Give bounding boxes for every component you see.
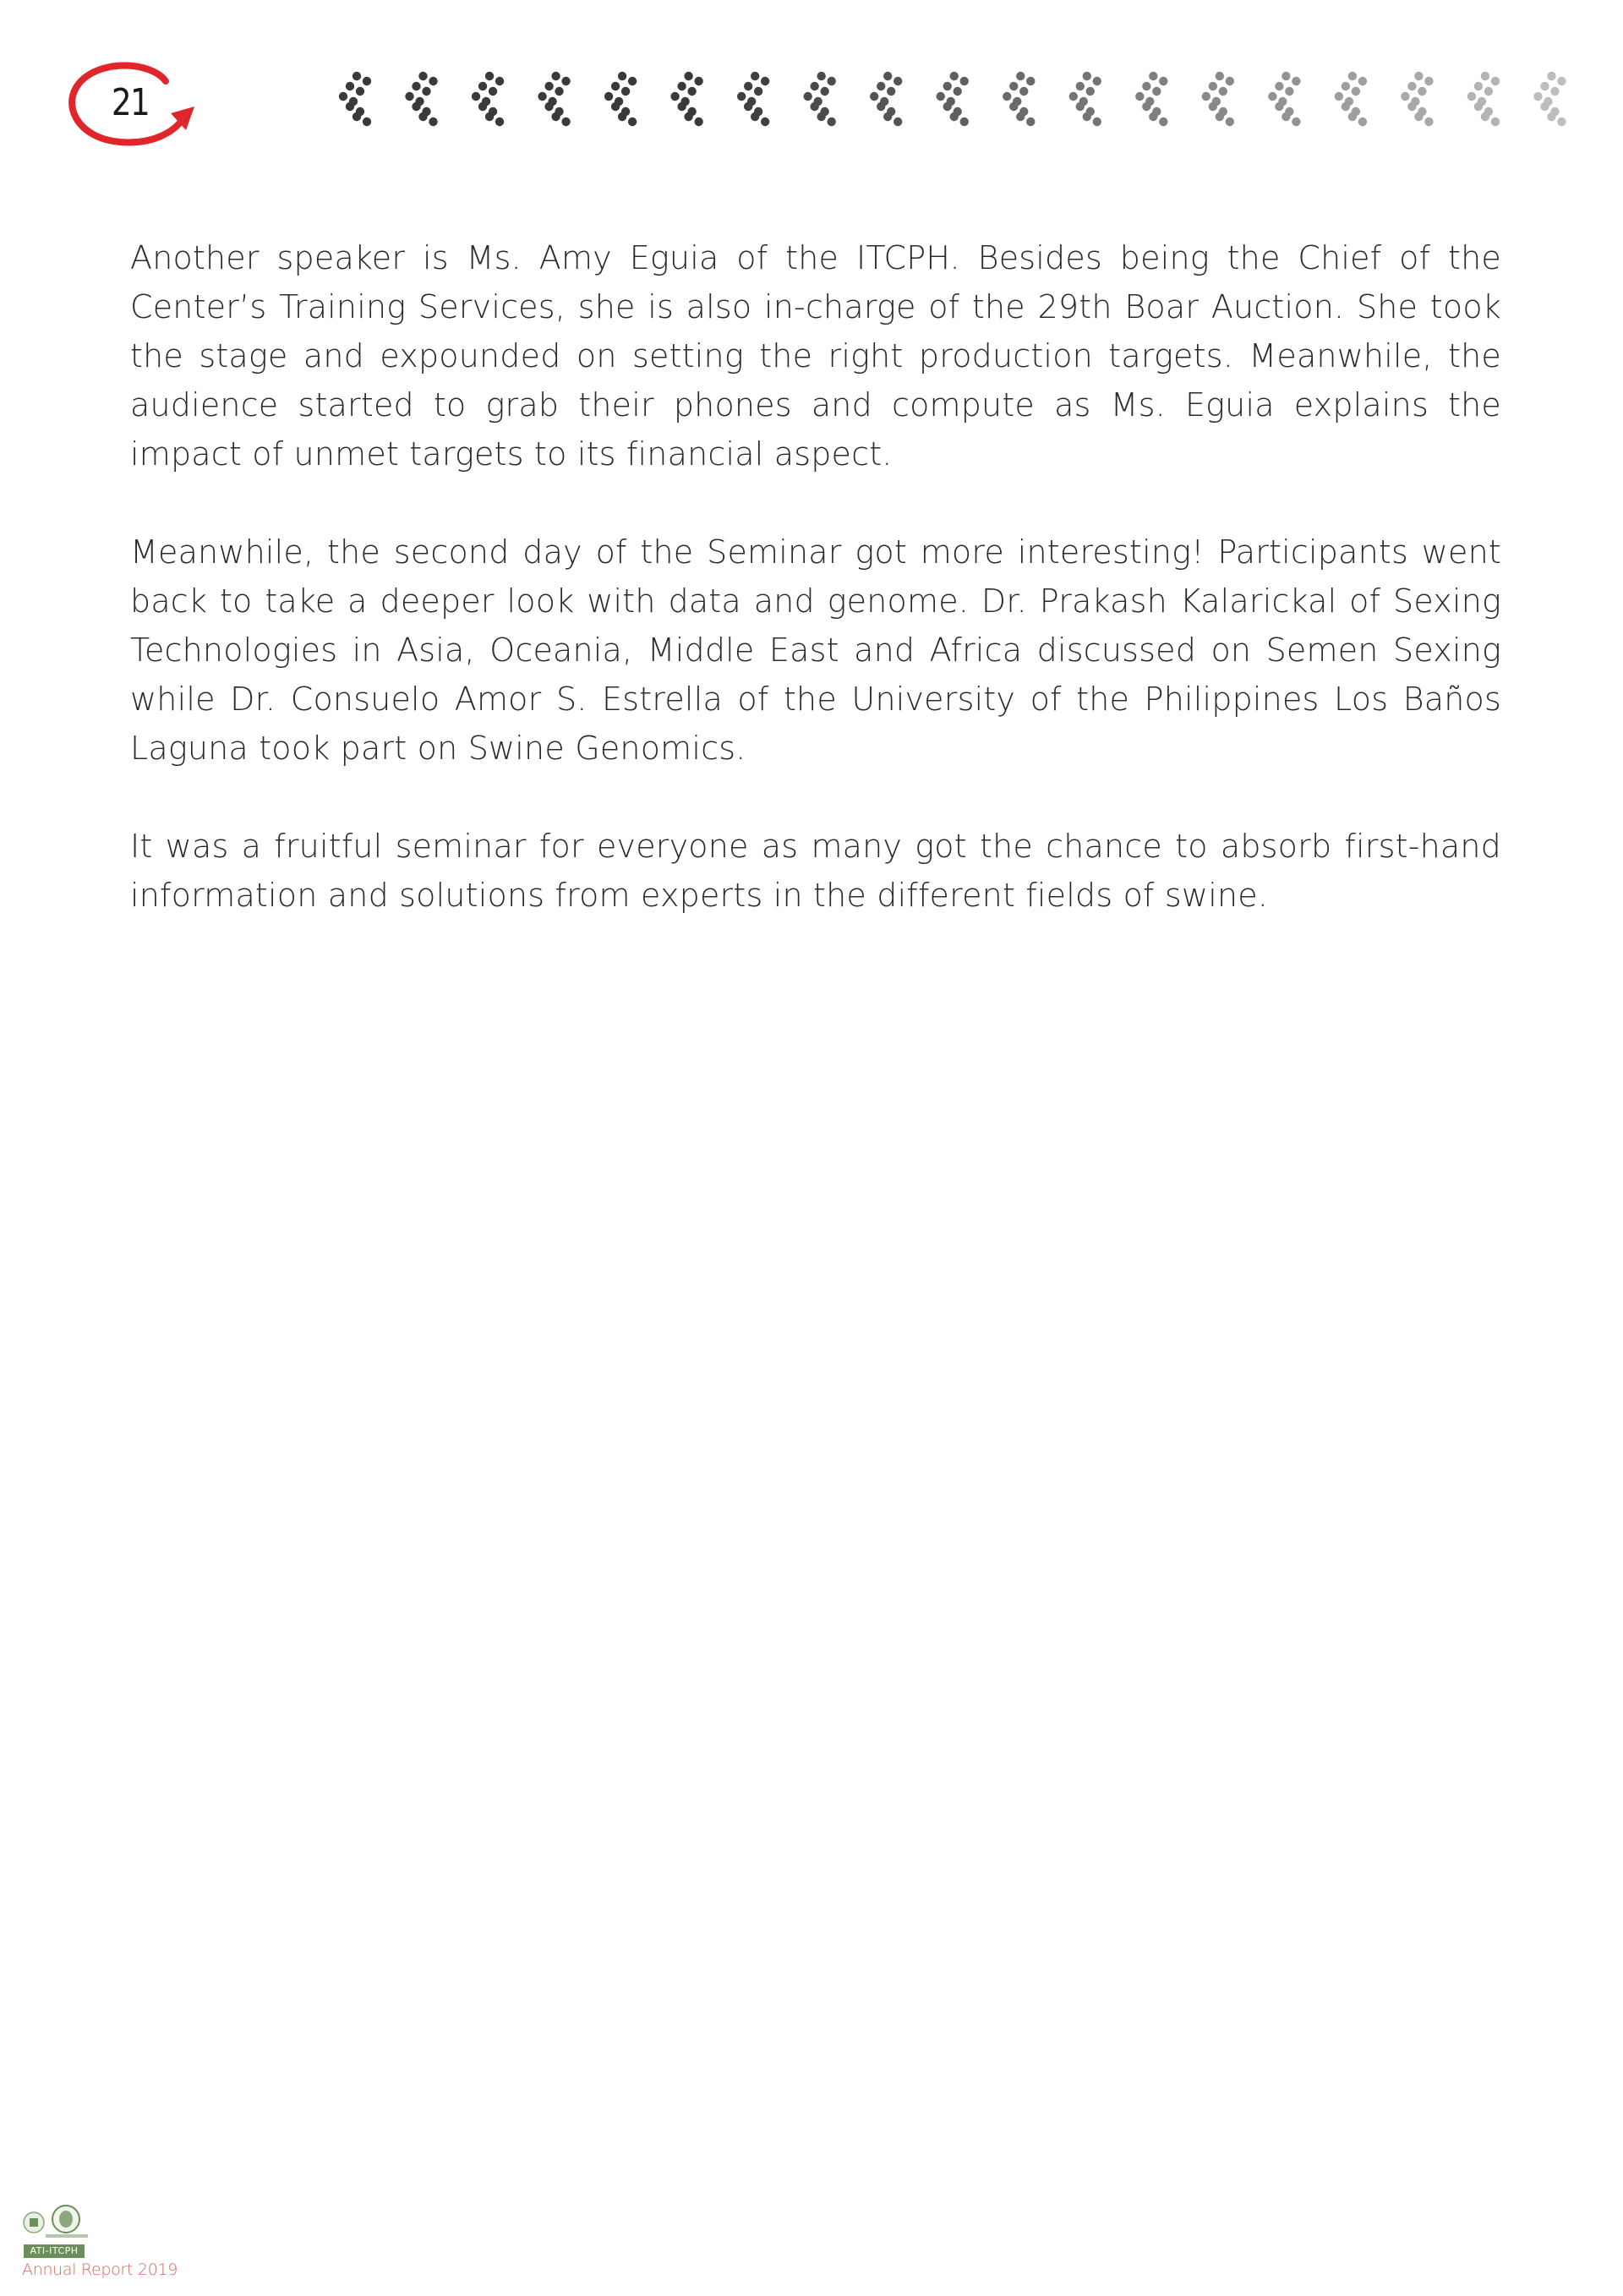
chevron-icon [1467, 72, 1500, 126]
paragraph-second-day: Meanwhile, the second day of the Seminar got more interesting! Participants went back to take a deeper look with data and genome. Dr. Prakash Kalarickal of Sexing Technologies in Asia, Oceania, Middle East and Africa discussed on Semen Sexing while Dr. Consuelo Amor S. Estrella of the University of the Philippines Los Baños Laguna took part on Swine Genomics. [130, 533, 1501, 767]
chevron-icon [670, 72, 702, 126]
chevron-pattern-decoration [338, 61, 1599, 137]
chevron-icon [1268, 72, 1300, 126]
chevron-icon [1202, 72, 1234, 126]
paragraph-speaker-eguia: Another speaker is Ms. Amy Eguia of the ITCPH. Besides being the Chief of the Center’s Training Services, she is also in-charge of the 29th Boar Auction. She took the stage and expounded on setting the right production targets. Meanwhile, the audience started to grab their phones and compute as Ms. Eguia explains the impact of unmet targets to its financial aspect. [130, 239, 1501, 473]
chevron-icon [1533, 72, 1566, 126]
chevron-icon [1135, 72, 1167, 126]
chevron-icon [339, 72, 371, 126]
chevron-icon [604, 72, 637, 126]
report-title: Annual Report 2019 [22, 2260, 178, 2279]
chevron-icon [803, 72, 835, 126]
article-body [130, 233, 1501, 969]
chevron-icon [937, 72, 969, 126]
page-number-badge [66, 57, 199, 149]
chevron-icon [405, 72, 437, 126]
agency-emblems-icon [22, 2202, 98, 2243]
chevron-icon [1335, 72, 1367, 126]
chevron-icon [737, 72, 769, 126]
paragraph-conclusion: It was a fruitful seminar for everyone as many got the chance to absorb first-hand information and solutions from experts in the different fields of swine. [130, 828, 1501, 914]
chevron-icon [1003, 72, 1035, 126]
chevron-icon [1069, 72, 1101, 126]
page-number: 21 [111, 81, 150, 124]
chevron-icon [538, 72, 570, 126]
footer-logo [22, 2202, 208, 2283]
chevron-icon [1401, 72, 1433, 126]
org-label: ATI-ITCPH [24, 2244, 85, 2258]
chevron-icon [870, 72, 902, 126]
chevron-icon [472, 72, 504, 126]
